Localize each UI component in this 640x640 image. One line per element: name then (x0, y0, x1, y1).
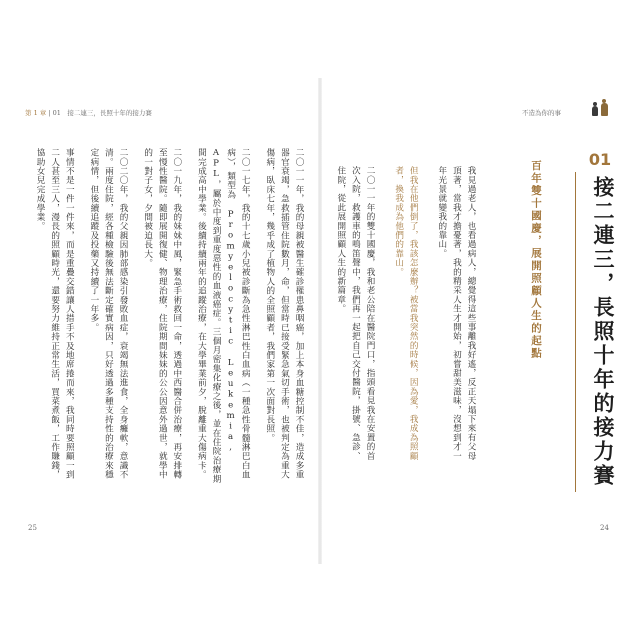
paragraph: 二〇一一年，我的母親被醫生確診罹患鼻咽癌，加上本身血糖控制不佳，造成多重器官衰竭，急救插管住院數月，命，但當時已接受緊急氣切手術，也被判定為重大傷病，臥床七年，幾乎成了植物人的全照顧者，我們家第一次面對長照。 (264, 148, 304, 480)
paragraph: 我見過老人，也看過病人，總覺得這些事離我好遙，反正天塌下來有父母頂著，當我才擔憂著，我的精采人生才開始，初嘗甜美滋味，沒想到才一年光景就變我的靠山。 (436, 166, 476, 461)
paragraph: 二〇一一年的雙十國慶，我和老公陪在醫院門口，指頭看見我在安置的首次入院，救護車的鳴笛聲中，我們再一起把自己交付醫院，掛號、急診、住院，從此展開照顧人生的新篇章。 (335, 166, 376, 461)
section-subhead: 百年雙十國慶，展開照顧人生的起點 (530, 160, 542, 360)
chapter-title: 接二連三，長照十年的接力賽 (591, 176, 616, 488)
paragraph: 但我在他們倒了，我該怎麼辦？被當我突然的時候，因為愛，我成為照顧者，換我成為他們的靠山。 (393, 166, 419, 461)
left-page-body (34, 148, 306, 484)
paragraph: 二〇一七年，我的十七歲小兒被診斷為急性淋巴性白血病（一種急性骨髓淋巴白血病），類型為 Promyelocytic Leukemia, APL，屬於中度到重度惡性的血液癌症。三個月密集化療之後，並在住院治療期間完成高中學業。後續持續兩年的追蹤治療，在大學畢業前夕，脫離重大傷病卡。 (196, 148, 251, 484)
chapter-tag: 第 1 章 (25, 109, 47, 117)
right-page-body (335, 166, 478, 466)
paragraph: 二〇二〇年，我的父親因肺部感染引發敗血症，衰竭無法進食，全身癱軟，意識不清。兩度住院，經各種檢驗後無法斷定確實病因，只好透過多種支持性的治療來穩定病情，但後續追蹤及投藥又持續了一年多。 (88, 148, 129, 480)
right-page-number: 24 (600, 524, 609, 532)
right-running-head: 不造為你的事 (522, 109, 561, 117)
left-running-head (25, 108, 152, 117)
people-icon (590, 102, 612, 116)
chapter-divider (575, 172, 576, 492)
book-gutter (318, 78, 322, 564)
chapter-number: 01 (588, 150, 612, 169)
left-running-title: | 01 接二連三，長照十年的接力賽 (48, 109, 152, 117)
left-page-number: 25 (28, 524, 37, 532)
paragraph: 事情不是一件一件來，而是重疊交錯讓人措手不及地席捲而來，我同時要照顧一到二人甚至三人，漫長的照顧時光，還要努力維持正常生活，買菜煮飯，工作賺錢，協助女兒完成學業。 (35, 148, 75, 480)
paragraph: 二〇一九年，我的妹妹中風，緊急手術救回一命，透過中西醫合併治療，再安排轉至慢性醫院。隨即展開復健、物理治療，住院期間妹妹的公公因意外過世，就學中的一對子女，夕間被迫長大。 (142, 148, 182, 480)
